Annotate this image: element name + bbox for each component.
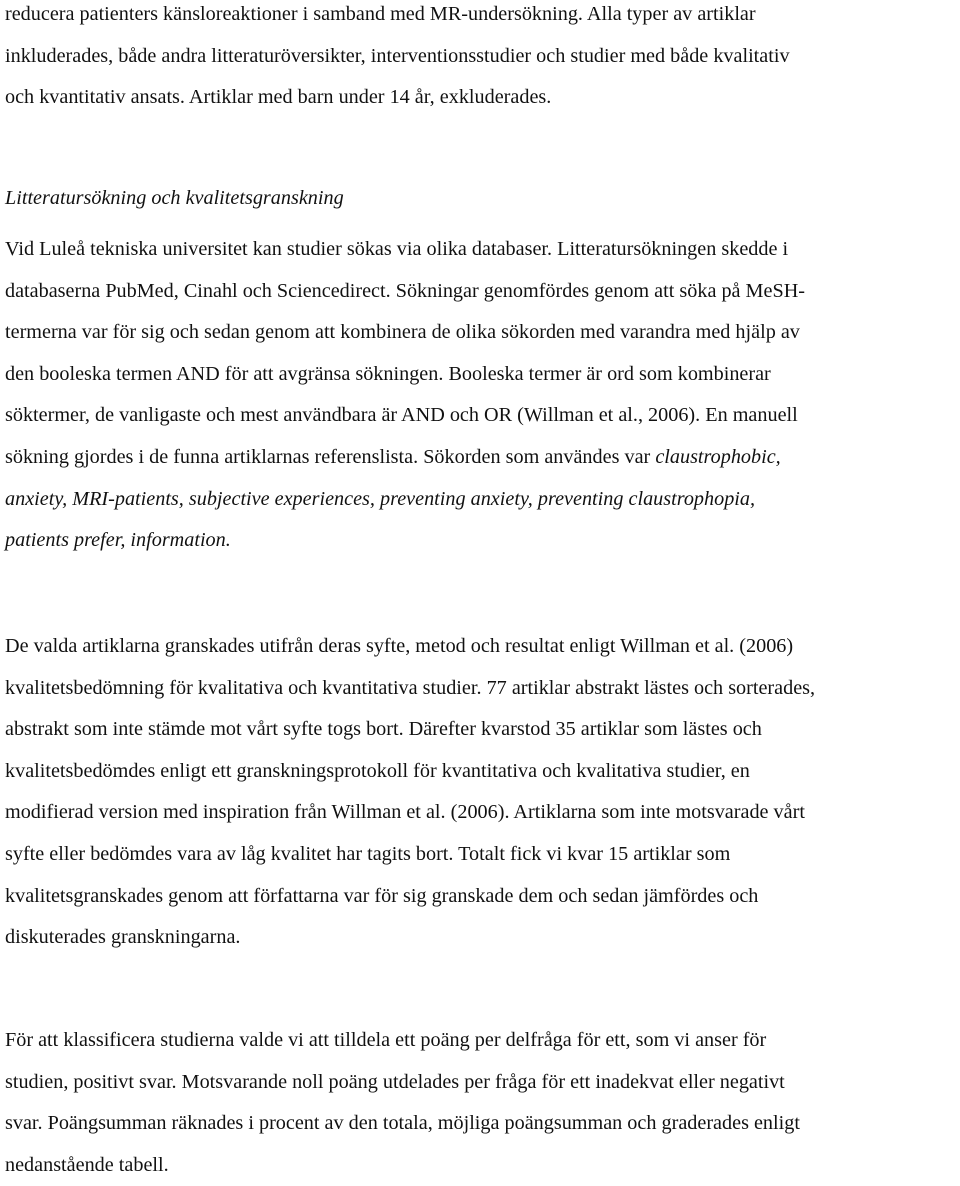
paragraph-scoring: För att klassificera studierna valde vi att tilldela ett poäng per delfråga för ett, som vi anser för studien, positivt svar. Motsvarande noll poäng utdelades per fråga för ett inadekvat eller negativt svar. Poängsumman räknades i procent av den totala, möjliga poängsumman och graderades enligt nedanstående tabell. — [5, 1029, 800, 1176]
search-terms-italic: claustrophobic, anxiety, MRI-patients, subjective experiences, preventing anxiety, preventing claustrophopia, patients prefer, information. — [5, 445, 781, 552]
paragraph-literature-search-text: Vid Luleå tekniska universitet kan studier sökas via olika databaser. Litteratursökningen skedde i databaserna PubMed, Cinahl och Sciencedirect. Sökningar genomfördes genom att söka på MeSH- termerna var för sig och sedan genom att kombinera de olika sökorden med varandra med hjälp av den booleska termen AND för att avgränsa sökningen. Booleska termer är ord som kombinerar söktermer, de vanligaste och mest användbara är AND och OR (Willman et al., 2006). En manuell sökning gjordes i de funna artiklarnas referenslista. Sökorden som användes var — [5, 238, 805, 468]
section-heading: Litteratursökning och kvalitetsgranskning — [5, 187, 344, 209]
paragraph-literature-search — [5, 229, 956, 562]
paragraph-quality-review: De valda artiklarna granskades utifrån deras syfte, metod och resultat enligt Willman et al. (2006) kvalitetsbedömning för kvalitativa och kvantitativa studier. 77 artiklar abstrakt lästes och sorterades, abstrakt som inte stämde mot vårt syfte togs bort. Därefter kvarstod 35 artiklar som lästes och kvalitetsbedömdes enligt ett granskningsprotokoll för kvantitativa och kvalitativa studier, en modifierad version med inspiration från Willman et al. (2006). Artiklarna som inte motsvarade vårt syfte eller bedömdes vara av låg kvalitet har tagits bort. Totalt fick vi kvar 15 artiklar som kvalitetsgranskades genom att författarna var för sig granskade dem och sedan jämfördes och diskuterades granskningarna. — [5, 635, 816, 949]
paragraph-inclusion-criteria: reducera patienters känsloreaktioner i samband med MR-undersökning. Alla typer av artiklar inkluderades, både andra litteraturöversikter, interventionsstudier och studier med både kvalitativ och kvantitativ ansats. Artiklar med barn under 14 år, exkluderades. — [5, 3, 790, 109]
